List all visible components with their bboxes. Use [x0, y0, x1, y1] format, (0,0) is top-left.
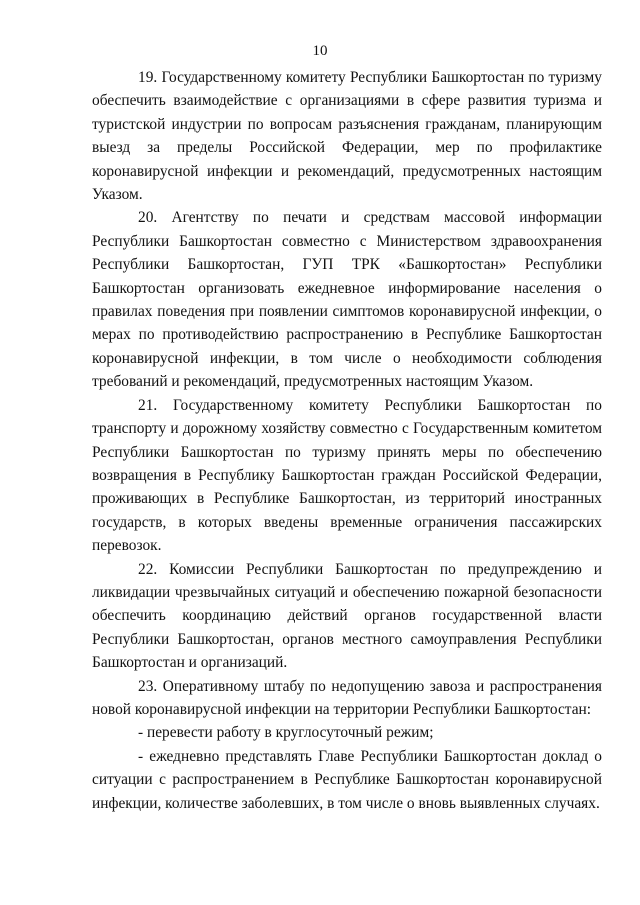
- paragraph-20: 20. Агентству по печати и средствам массовой информации Республики Башкортостан совместно с Министерством здравоохранения Республики Башкортостан, ГУП ТРК «Башкортостан» Республики Башкортостан организовать ежедневное информирование населения о правилах поведения при появлении симптомов коронавирусной инфекции, о мерах по противодействию распространению в Республике Башкортостан коронавирусной инфекции, в том числе о необходимости соблюдения требований и рекомендаций, предусмотренных настоящим Указом.: [92, 209, 602, 391]
- paragraph-23-item-2: - ежедневно представлять Главе Республики Башкортостан доклад о ситуации с распространением в Республике Башкортостан коронавирусной инфекции, количестве заболевших, в том числе о вновь выявленных случаях.: [92, 747, 602, 812]
- paragraph-23-item-1: - перевести работу в круглосуточный режим;: [138, 724, 434, 742]
- paragraph-21: 21. Государственному комитету Республики Башкортостан по транспорту и дорожному хозяйству совместно с Государственным комитетом Республики Башкортостан по туризму принять меры по обеспечению возвращения в Республику Башкортостан граждан Российской Федерации, проживающих в Республике Башкортостан, из территорий иностранных государств, в которых введены временные ограничения пассажирских перевозок.: [92, 396, 602, 555]
- document-body: [92, 66, 602, 815]
- page-number: 10: [312, 43, 328, 59]
- paragraph-22: 22. Комиссии Республики Башкортостан по предупреждению и ликвидации чрезвычайных ситуаций и обеспечению пожарной безопасности обеспечить координацию действий органов государственной власти Республики Башкортостан, органов местного самоуправления Республики Башкортостан и организаций.: [92, 560, 602, 672]
- paragraph-23: 23. Оперативному штабу по недопущению завоза и распространения новой коронавирусной инфекции на территории Республики Башкортостан:: [92, 677, 602, 718]
- paragraph-19: 19. Государственному комитету Республики Башкортостан по туризму обеспечить взаимодействие с организациями в сфере развития туризма и туристской индустрии по вопросам разъяснения гражданам, планирующим выезд за пределы Российской Федерации, мер по профилактике коронавирусной инфекции и рекомендаций, предусмотренных настоящим Указом.: [92, 69, 602, 204]
